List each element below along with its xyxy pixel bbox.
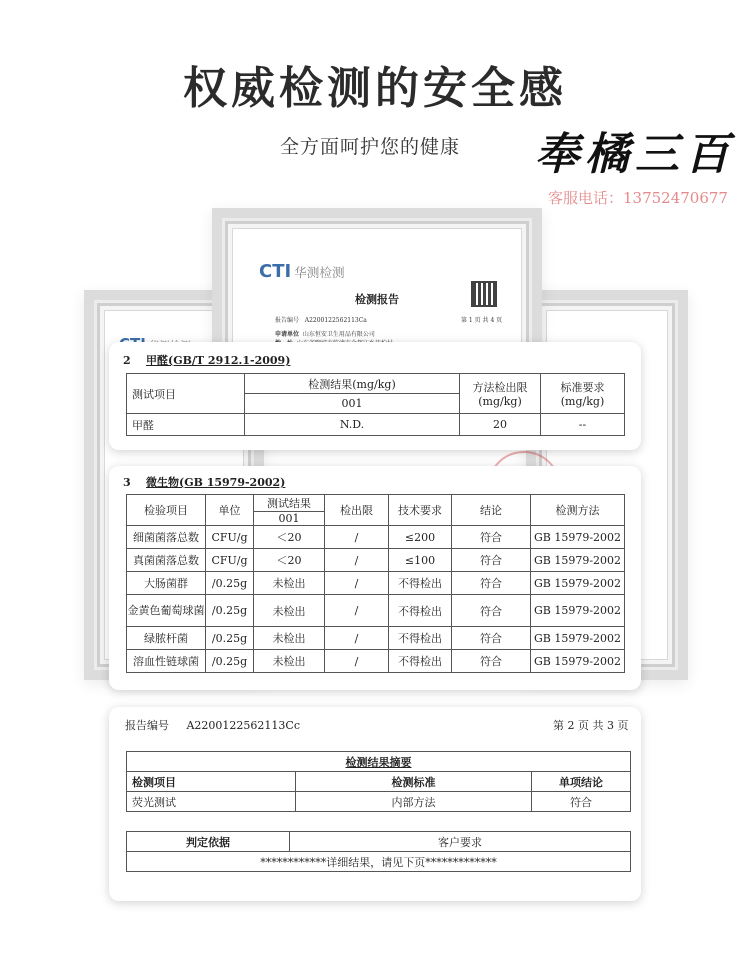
summary-page: 第 2 页 共 3 页 bbox=[553, 719, 629, 732]
table-row: 真菌菌落总数 CFU/g ＜20 / ≤100 符合 GB 15979-2002 bbox=[127, 549, 625, 572]
formaldehyde-card bbox=[109, 342, 641, 450]
header-test-result: 测试结果 bbox=[254, 495, 325, 512]
certificate-report-title: 检测报告 bbox=[355, 293, 399, 306]
table-row: 细菌菌落总数 CFU/g ＜20 / ≤200 符合 GB 15979-2002 bbox=[127, 526, 625, 549]
page-subtitle: 全方面呵护您的健康 bbox=[280, 136, 461, 158]
microbiology-card bbox=[109, 466, 641, 690]
table-row: 溶血性链球菌 /0.25g 未检出 / 不得检出 符合 GB 15979-2002 bbox=[127, 650, 625, 673]
basis-table bbox=[126, 831, 631, 872]
basis-label: 判定依据 bbox=[127, 832, 290, 852]
table-row: 绿脓杆菌 /0.25g 未检出 / 不得检出 符合 GB 15979-2002 bbox=[127, 627, 625, 650]
header-sample-id: 001 bbox=[254, 512, 325, 526]
header-item: 检测项目 bbox=[127, 772, 296, 792]
table-row: 甲醛 N.D. 20 -- bbox=[127, 414, 625, 436]
customer-service-phone: 客服电话：13752470677 bbox=[548, 189, 728, 207]
header-conclusion: 单项结论 bbox=[532, 772, 631, 792]
header-inspection-item: 检验项目 bbox=[127, 495, 206, 526]
basis-value: 客户要求 bbox=[290, 832, 631, 852]
table-row: 大肠菌群 /0.25g 未检出 / 不得检出 符合 GB 15979-2002 bbox=[127, 572, 625, 595]
microbiology-table bbox=[126, 494, 625, 673]
header-test-item: 测试项目 bbox=[127, 374, 245, 414]
certificate-report-no-row: 报告编号 A2200122562113Ca bbox=[275, 317, 367, 324]
section-2-heading: 2 甲醛(GB/T 2912.1-2009) bbox=[123, 354, 291, 367]
table-row: 荧光测试 内部方法 符合 bbox=[127, 792, 631, 812]
page-title: 权威检测的安全感 bbox=[183, 63, 567, 114]
certificate-applicant-row: 申请单位 山东恒安卫生用品有限公司 bbox=[275, 331, 375, 338]
header-result: 检测结果(mg/kg) bbox=[245, 374, 460, 394]
header-conclusion: 结论 bbox=[452, 495, 531, 526]
header-technical-req: 技术要求 bbox=[389, 495, 452, 526]
header-standard: 检测标准 bbox=[296, 772, 532, 792]
summary-table bbox=[126, 751, 631, 812]
summary-footnote: ************详细结果，请见下页************* bbox=[127, 852, 631, 872]
section-3-heading: 3 微生物(GB 15979-2002) bbox=[123, 476, 286, 489]
brand-signature: 奉橘三百 bbox=[535, 129, 735, 180]
summary-card bbox=[109, 707, 641, 901]
summary-title: 检测结果摘要 bbox=[127, 752, 631, 772]
table-row: 金黄色葡萄球菌 /0.25g 未检出 / 不得检出 符合 GB 15979-2002 bbox=[127, 595, 625, 627]
header-method: 检测方法 bbox=[531, 495, 625, 526]
formaldehyde-table bbox=[126, 373, 625, 436]
header-sample-id: 001 bbox=[245, 394, 460, 414]
cti-logo: CTI 华测检测 bbox=[259, 261, 345, 282]
header-limit: 检出限 bbox=[325, 495, 389, 526]
header-standard-req: 标准要求 (mg/kg) bbox=[541, 374, 625, 414]
header-unit: 单位 bbox=[206, 495, 254, 526]
summary-report-no: 报告编号 A2200122562113Cc bbox=[125, 719, 300, 732]
certificate-page: 第 1 页 共 4 页 bbox=[461, 317, 503, 324]
header-detection-limit: 方法检出限 (mg/kg) bbox=[460, 374, 541, 414]
